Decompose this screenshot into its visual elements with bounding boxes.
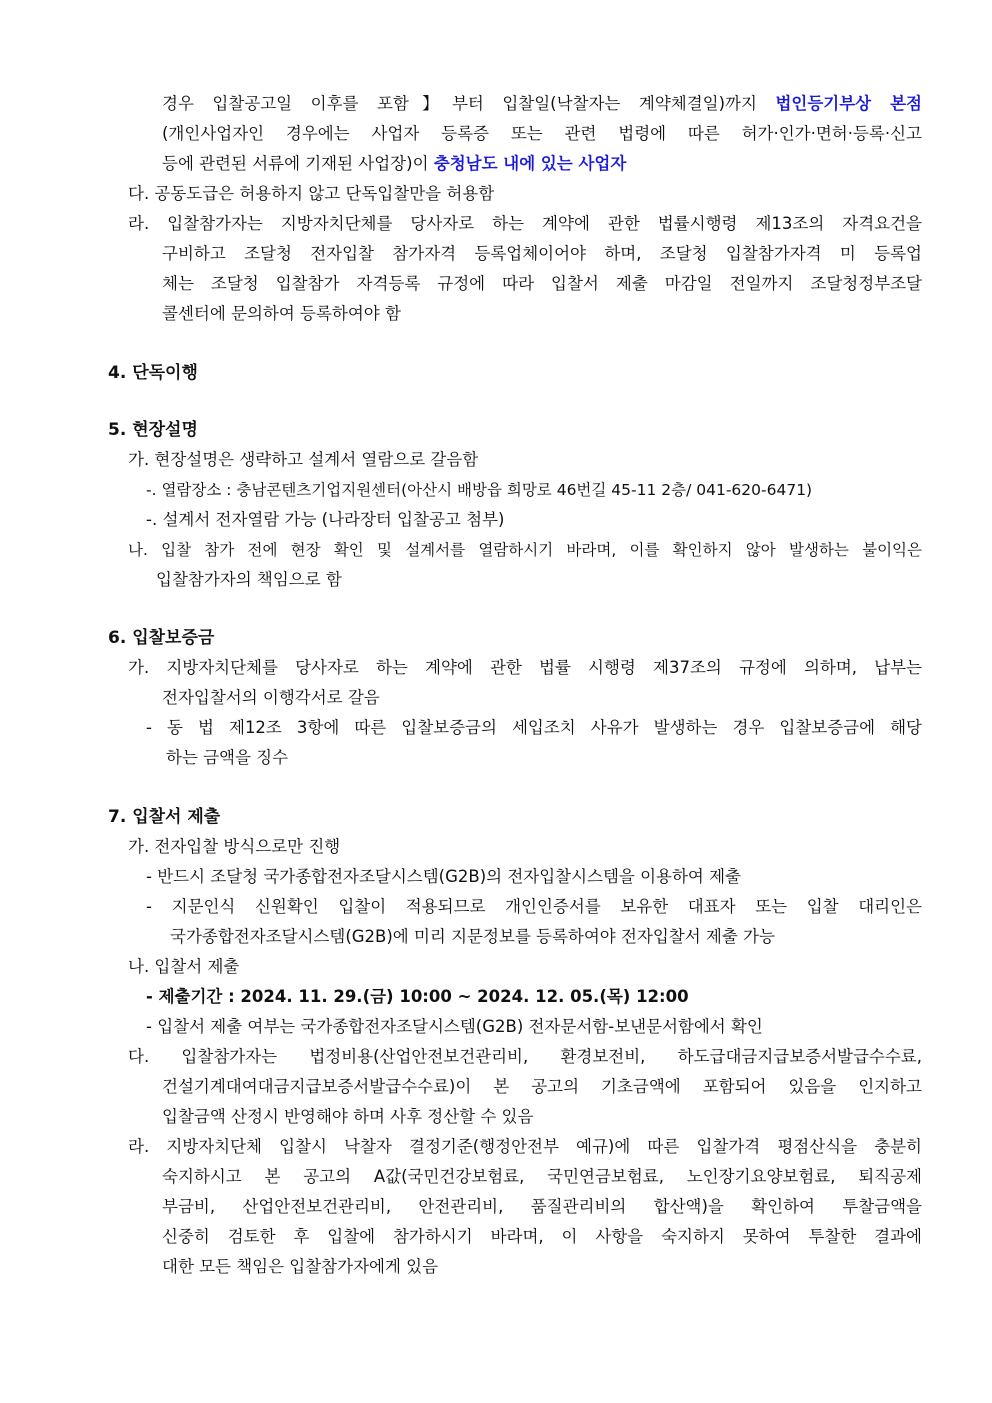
sub-item: - 반드시 조달청 국가종합전자조달시스템(G2B)의 전자입찰시스템을 이용하여 제출 <box>146 867 741 886</box>
sub-item-line: 국가종합전자조달시스템(G2B)에 미리 지문정보를 등록하여야 전자입찰서 제출 가능 <box>170 927 775 946</box>
section-heading: 6. 입찰보증금 <box>108 628 215 648</box>
item-ra-line: 콜센터에 문의하여 등록하여야 함 <box>162 304 401 323</box>
paragraph-line: (개인사업자인 경우에는 사업자 등록증 또는 관련 법령에 따른 허가·인가·면허·등록·신고 <box>162 124 922 143</box>
item-ra-line: 라. 입찰참가자는 지방자치단체를 당사자로 하는 계약에 관한 법률시행령 제13조의 자격요건을 <box>128 214 922 233</box>
item-ga-line: 전자입찰서의 이행각서로 갈음 <box>162 688 380 707</box>
section-heading: 7. 입찰서 제출 <box>108 807 221 827</box>
sub-item-line: 하는 금액을 징수 <box>166 748 289 767</box>
text-span: 등에 관련된 서류에 기재된 사업장)이 <box>162 154 434 173</box>
item-ra-line: 체는 조달청 입찰참가 자격등록 규정에 따라 입찰서 제출 마감일 전일까지 조달청정부조달 <box>162 274 922 293</box>
item-ra-line: 구비하고 조달청 전자입찰 참가자격 등록업체이어야 하며, 조달청 입찰참가자격 미 등록업 <box>162 244 922 263</box>
sub-item-line: - 지문인식 신원확인 입찰이 적용되므로 개인인증서를 보유한 대표자 또는 입찰 대리인은 <box>146 897 922 916</box>
item-ra-line: 부금비, 산업안전보건관리비, 안전관리비, 품질관리비의 합산액)을 확인하여 투찰금액을 <box>162 1197 922 1216</box>
item-ra-line: 신중히 검토한 후 입찰에 참가하시기 바라며, 이 사항을 숙지하지 못하여 투찰한 결과에 <box>162 1227 922 1246</box>
text-span: 경우 입찰공고일 이후를 포함】부터 입찰일(낙찰자는 계약체결일)까지 <box>162 94 776 113</box>
sub-item-line: - 동 법 제12조 3항에 따른 입찰보증금의 세입조치 사유가 발생하는 경우 입찰보증금에 해당 <box>146 718 922 737</box>
submission-period: - 제출기간 : 2024. 11. 29.(금) 10:00 ~ 2024. 12. 05.(목) 12:00 <box>146 987 689 1006</box>
highlight-region: 충청남도 내에 있는 사업자 <box>433 154 627 173</box>
paragraph-line <box>162 153 626 175</box>
item-na: 나. 입찰서 제출 <box>128 957 240 976</box>
item-da: 다. 공동도급은 허용하지 않고 단독입찰만을 허용함 <box>128 184 495 203</box>
sub-item: - 입찰서 제출 여부는 국가종합전자조달시스템(G2B) 전자문서함-보낸문서함에서 확인 <box>146 1017 763 1036</box>
item-ga-line: 가. 지방자치단체를 당사자로 하는 계약에 관한 법률 시행령 제37조의 규정에 의하며, 납부는 <box>128 658 922 677</box>
item-ga: 가. 현장설명은 생략하고 설계서 열람으로 갈음함 <box>128 450 479 469</box>
item-ra-line: 숙지하시고 본 공고의 A값(국민건강보험료, 국민연금보험료, 노인장기요양보험료, 퇴직공제 <box>162 1167 922 1186</box>
item-da-line: 다. 입찰참가자는 법정비용(산업안전보건관리비, 환경보전비, 하도급대금지급보증서발급수수료, <box>128 1047 922 1066</box>
paragraph-line <box>162 93 922 115</box>
item-da-line: 건설기계대여대금지급보증서발급수수료)이 본 공고의 기초금액에 포함되어 있음을 인지하고 <box>162 1077 922 1096</box>
item-na-line: 입찰참가자의 책임으로 함 <box>156 570 342 589</box>
sub-item: -. 설계서 전자열람 가능 (나라장터 입찰공고 첨부) <box>146 510 505 529</box>
highlight-main-office: 법인등기부상 본점 <box>775 94 922 113</box>
item-na-line: 나. 입찰 참가 전에 현장 확인 및 설계서를 열람하시기 바라며, 이를 확인하지 않아 발생하는 불이익은 <box>128 541 922 559</box>
section-heading: 4. 단독이행 <box>108 363 198 383</box>
section-heading: 5. 현장설명 <box>108 420 198 440</box>
item-ra-line: 대한 모든 책임은 입찰참가자에게 있음 <box>162 1257 439 1276</box>
item-ra-line: 라. 지방자치단체 입찰시 낙찰자 결정기준(행정안전부 예규)에 따른 입찰가격 평점산식을 충분히 <box>128 1137 922 1156</box>
item-ga: 가. 전자입찰 방식으로만 진행 <box>128 837 341 856</box>
sub-item: -. 열람장소 : 충남콘텐츠기업지원센터(아산시 배방읍 희망로 46번길 45-11 2층/ 041-620-6471) <box>146 481 813 499</box>
item-da-line: 입찰금액 산정시 반영해야 하며 사후 정산할 수 있음 <box>162 1107 534 1126</box>
